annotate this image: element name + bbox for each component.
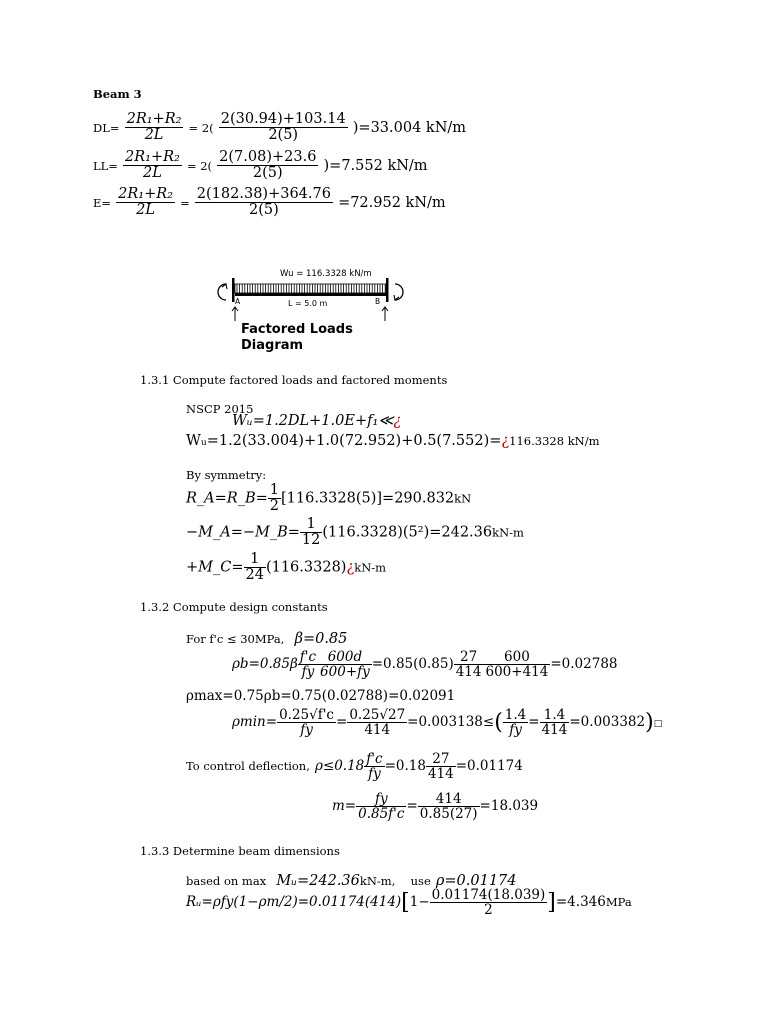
load-label: Wu = 116.3328 kN/m [280,269,372,279]
rho-balanced-equation: ρb=0.85β $\frac{f'c}{fy}$ $\frac{600d}{600+fy}$ =0.85(0.85) $\frac{27}{414}$ $\frac{600}{600+414}$ =0.02788 [232,649,618,681]
section-131-heading: 1.3.1 Compute factored loads and factored moments [140,373,448,387]
rho-max-equation: ρmax=0.75ρb=0.75(0.02788)=0.02091 [186,688,456,704]
e-label: E= [93,196,112,211]
rho-min-equation: ρmin= $\frac{0.25√f'c}{fy}$ = $\frac{0.25√27}{414}$ =0.003138≤( $\frac{1.4}{fy}$ = $\frac{1.4}{414}$ =0.003382)□ [232,707,663,739]
beam-heading: Beam 3 [93,87,142,101]
e-result: =72.952 kN/m [338,195,446,212]
code-reference: NSCP 2015 [186,402,254,416]
dl-value-fraction: $\frac{2(30.94)+103.14}{2(5)}$ [220,111,346,144]
section-132-heading: 1.3.2 Compute design constants [140,600,328,614]
dl-result: )=33.004 kN/m [352,120,467,137]
beam-diagram-svg [210,262,410,322]
load-hatch [237,284,385,293]
factored-loads-diagram [210,262,410,362]
end-moment-equation: −M_A=−M_B= $\frac{1}{12}$ (116.3328)(5²)=242.36kN-m [186,516,524,549]
ll-value-fraction: $\frac{2(7.08)+23.6}{2(5)}$ [219,149,317,182]
design-moment-line: based on max Mᵤ=242.36kN-m, use ρ=0.01174 [186,873,517,889]
dl-equation: DL= $\frac{\text{2R₁+R₂}}{2L}$ = 2( $\frac{2(30.94)+103.14}{2(5)}$ )=33.004 kN/m [93,111,467,144]
wu-computation: Wᵤ=1.2(33.004)+1.0(72.952)+0.5(7.552)=¿116.3328 kN/m [186,433,600,449]
wu-formula: Wᵤ=1.2DL+1.0E+f₁≪¿ [232,413,402,429]
for-condition: For f'c ≤ 30MPa, β=0.85 [186,631,348,647]
beam [235,293,386,296]
deflection-control-equation: To control deflection, ρ≤0.18 $\frac{f'c}{fy}$ =0.18 $\frac{27}{414}$ =0.01174 [186,751,523,783]
reaction-equation: R_A=R_B= $\frac{1}{2}$ [116.3328(5)]=290.832kN [186,482,472,515]
ll-equation: LL= $\frac{\text{2R₁+R₂}}{2L}$ = 2( $\frac{2(7.08)+23.6}{2(5)}$ )=7.552 kN/m [93,149,428,182]
length-label: L = 5.0 m [288,299,328,308]
support-a-label: A [235,297,241,306]
e-value-fraction: $\frac{2(182.38)+364.76}{2(5)}$ [196,186,331,219]
m-ratio-equation: m= $\frac{fy}{0.85f'c}$ = $\frac{414}{0.85(27)}$ =18.039 [332,791,539,823]
ll-label: LL= [93,159,118,174]
e-equation: E= $\frac{\text{2R₁+R₂}}{2L}$ = $\frac{2(182.38)+364.76}{2(5)}$ =72.952 kN/m [93,186,446,219]
diagram-title: Factored Loads Diagram [241,322,353,353]
midspan-moment-equation: +M_C= $\frac{1}{24}$ (116.3328)¿kN-m [186,551,387,584]
ru-equation: Rᵤ=ρfy(1−ρm/2)=0.01174(414)[1− $\frac{0.01174(18.039)}{2}$ ]=4.346MPa [186,887,632,919]
support-b-label: B [375,297,381,306]
dl-label: DL= [93,121,120,136]
dl-general-fraction: $\frac{\text{2R₁+R₂}}{2L}$ [126,111,182,144]
symmetry-label: By symmetry: [186,468,267,482]
ll-result: )=7.552 kN/m [323,158,428,175]
section-133-heading: 1.3.3 Determine beam dimensions [140,844,340,858]
